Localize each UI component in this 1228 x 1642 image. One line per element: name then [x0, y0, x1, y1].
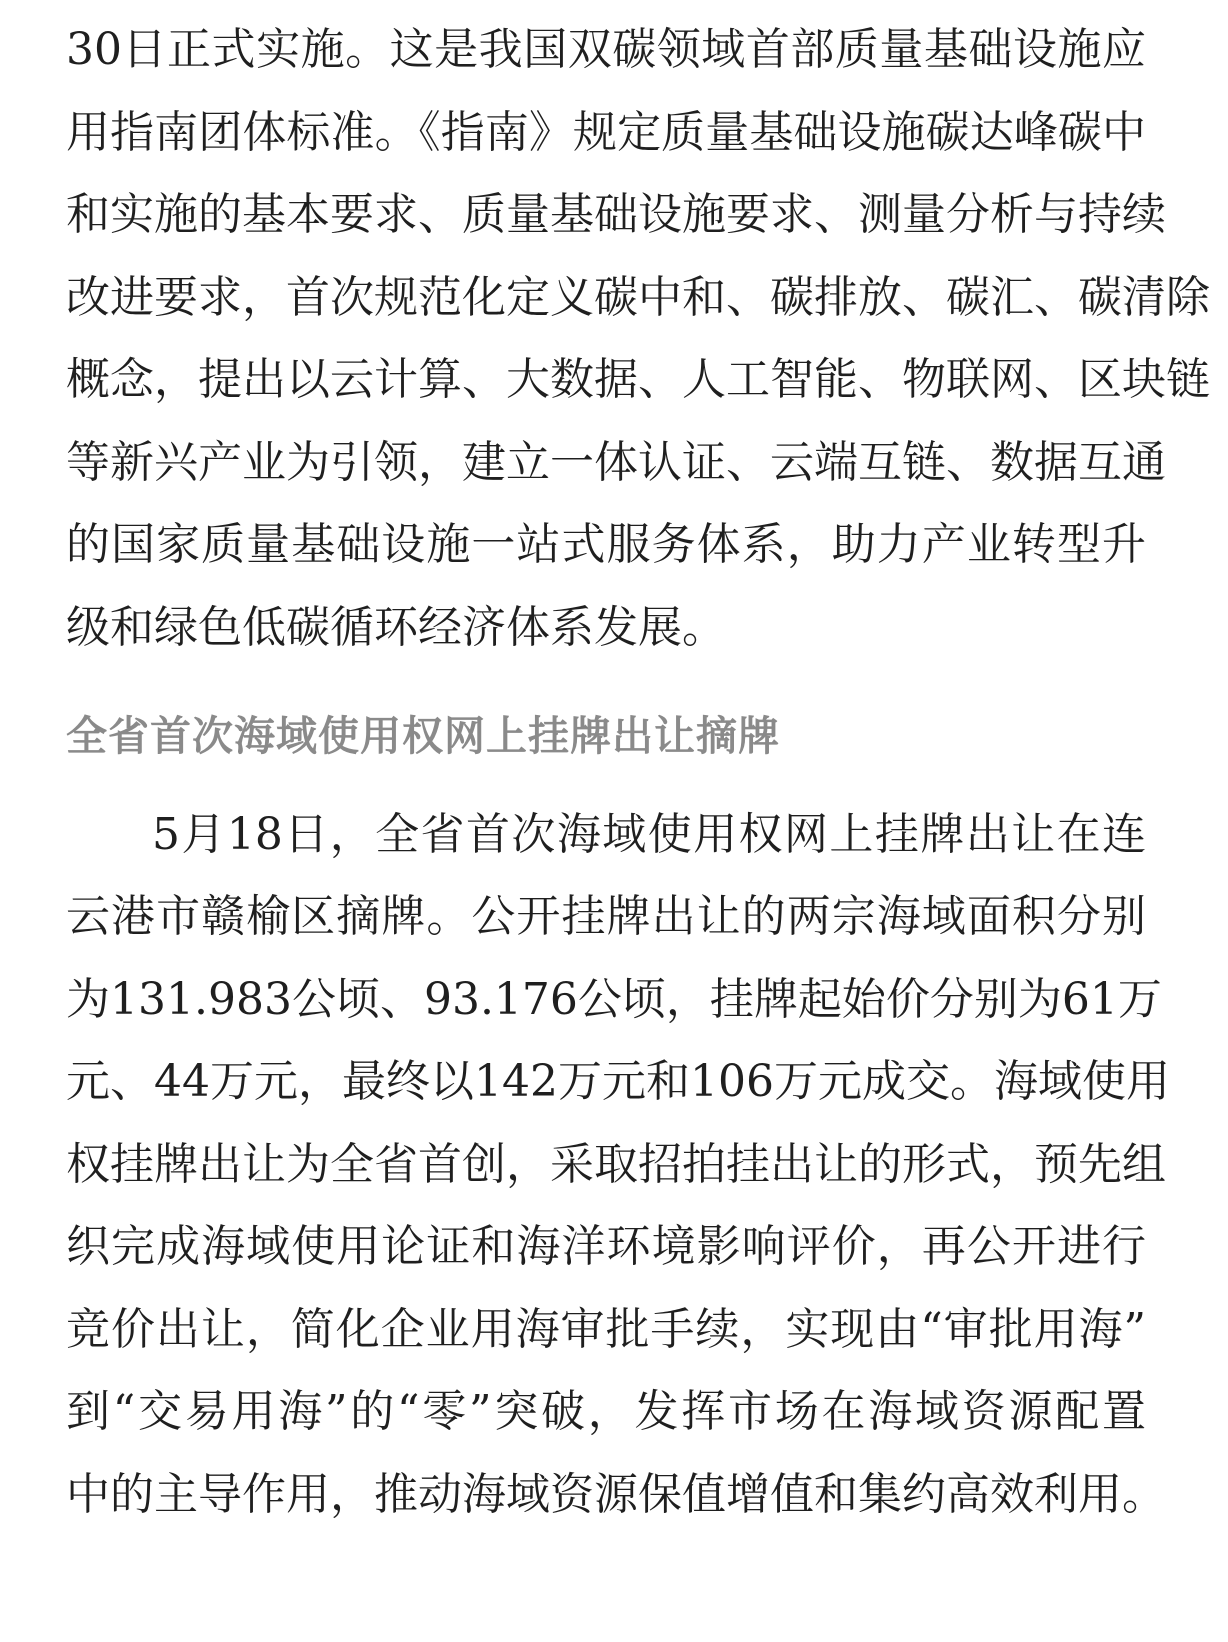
paragraph-line: 等新兴产业为引领，建立一体认证、云端互链、数据互通: [66, 437, 1166, 488]
paragraph-line: 云港市赣榆区摘牌。公开挂牌出让的两宗海域面积分别: [66, 891, 1146, 942]
paragraph-line: 为131.983公顷、93.176公顷，挂牌起始价分别为61万: [66, 974, 1162, 1025]
paragraph-line: 概念，提出以云计算、大数据、人工智能、物联网、区块链: [66, 354, 1210, 405]
section-heading: 全省首次海域使用权网上挂牌出让摘牌: [66, 712, 780, 760]
paragraph-line: 中的主导作用，推动海域资源保值增值和集约高效利用。: [66, 1469, 1166, 1520]
paragraph-line: 元、44万元，最终以142万元和106万元成交。海域使用: [66, 1056, 1170, 1107]
paragraph-line: 权挂牌出让为全省首创，采取招拍挂出让的形式，预先组: [66, 1139, 1166, 1190]
paragraph-line: 织完成海域使用论证和海洋环境影响评价，再公开进行: [66, 1221, 1146, 1272]
paragraph-line: 和实施的基本要求、质量基础设施要求、测量分析与持续: [66, 189, 1166, 240]
paragraph-line: 到“交易用海”的“零”突破，发挥市场在海域资源配置: [66, 1386, 1146, 1437]
paragraph-line: 改进要求，首次规范化定义碳中和、碳排放、碳汇、碳清除: [66, 272, 1210, 323]
paragraph-line: 5月18日，全省首次海域使用权网上挂牌出让在连: [152, 809, 1146, 860]
paragraph-line: 用指南团体标准。《指南》规定质量基础设施碳达峰碳中: [66, 107, 1146, 158]
paragraph-line: 级和绿色低碳循环经济体系发展。: [66, 602, 726, 653]
paragraph-line: 的国家质量基础设施一站式服务体系，助力产业转型升: [66, 519, 1146, 570]
paragraph-line: 竞价出让，简化企业用海审批手续，实现由“审批用海”: [66, 1304, 1146, 1355]
paragraph-line: 30日正式实施。这是我国双碳领域首部质量基础设施应: [66, 24, 1146, 75]
